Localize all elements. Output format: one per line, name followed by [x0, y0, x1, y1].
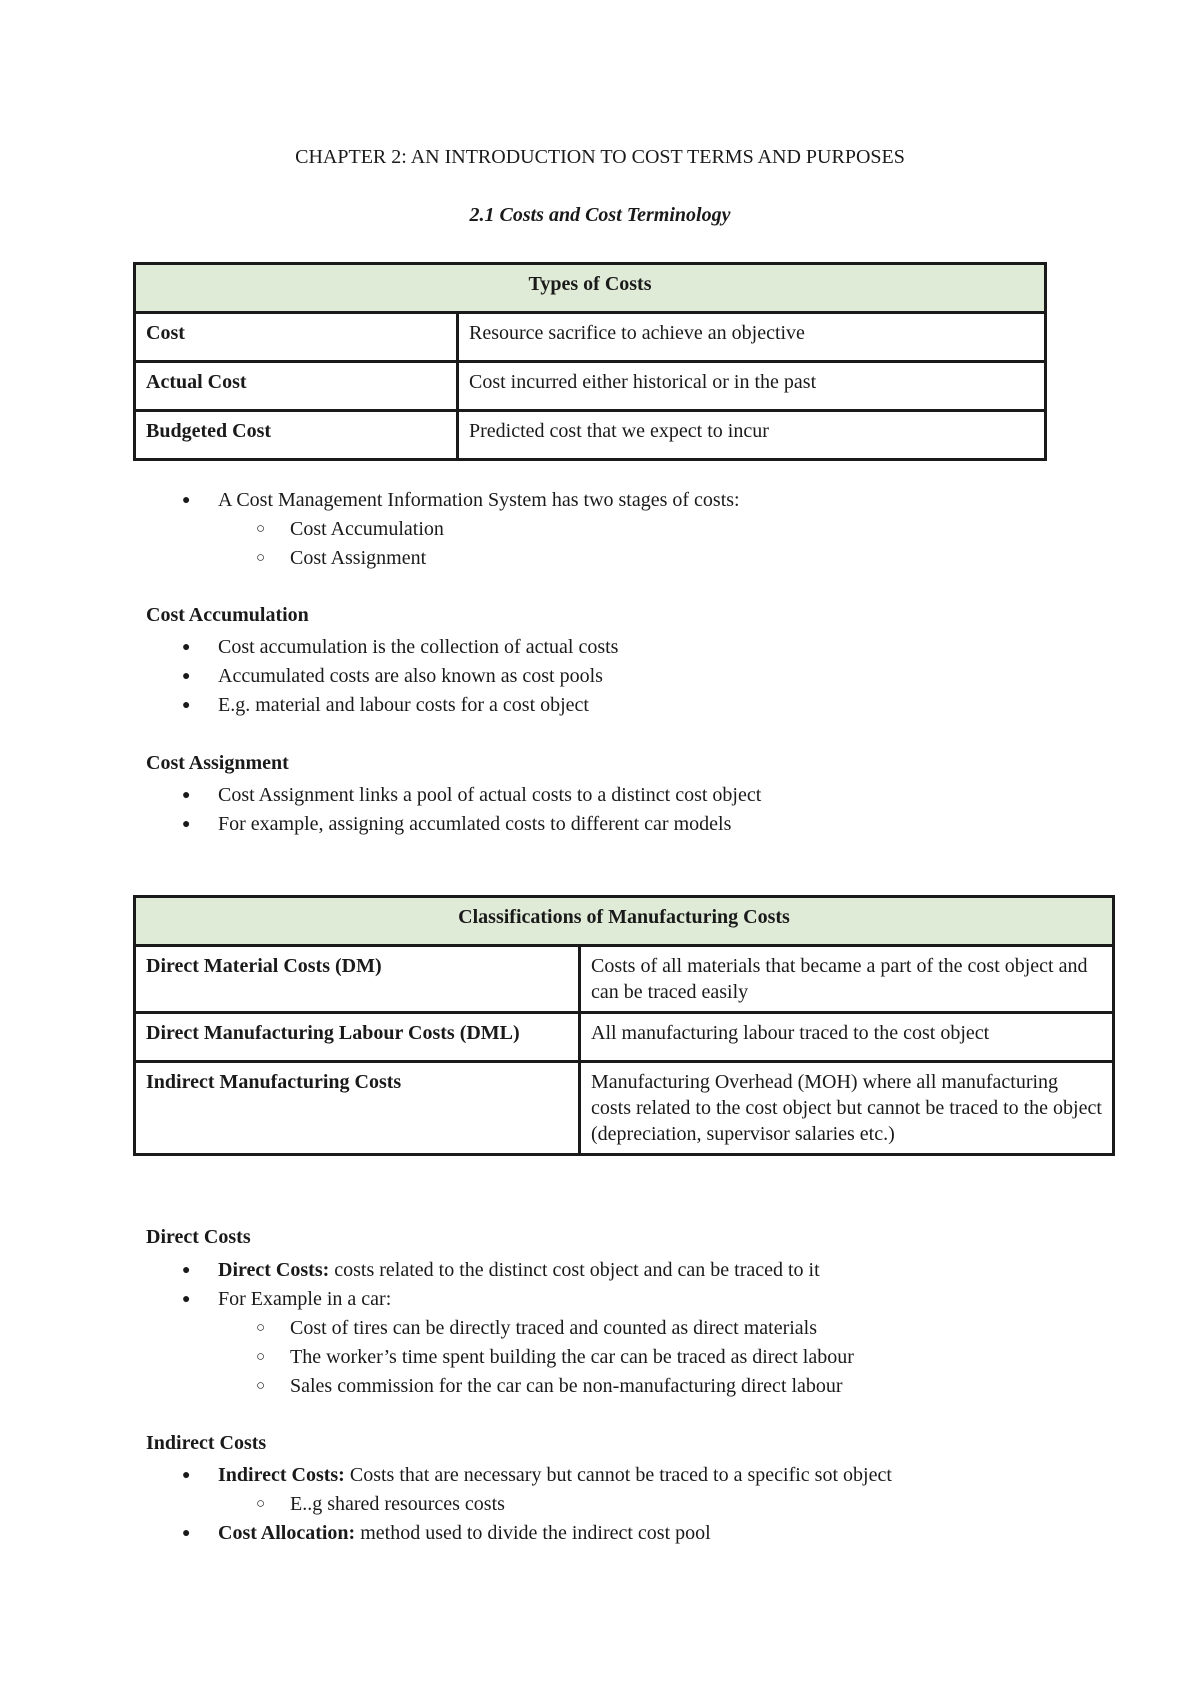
accumulation-heading: Cost Accumulation [146, 604, 309, 626]
table-header: Types of Costs [135, 264, 1046, 313]
term-label: Direct Costs: [218, 1259, 330, 1281]
section-title: 2.1 Costs and Cost Terminology [469, 204, 731, 226]
list-item: ○ Cost Accumulation [146, 515, 740, 544]
list-item [146, 1461, 892, 1490]
list-item: ● Cost Assignment links a pool of actual costs to a distinct cost object [146, 781, 761, 810]
list-item: ● A Cost Management Information System has two stages of costs: [146, 486, 740, 515]
list-item: ○ E..g shared resources costs [146, 1490, 892, 1519]
term-label: Indirect Costs: [218, 1464, 345, 1486]
list-item: ○ Cost of tires can be directly traced and counted as direct materials [146, 1314, 854, 1343]
indirect-costs-list [146, 1461, 892, 1548]
assignment-list [146, 781, 761, 839]
term-label: Cost Allocation: [218, 1522, 356, 1544]
term-text: costs related to the distinct cost object and can be traced to it [329, 1259, 820, 1281]
indirect-costs-heading: Indirect Costs [146, 1432, 267, 1454]
list-item: ● Accumulated costs are also known as cost pools [146, 662, 618, 691]
definition-cell: All manufacturing labour traced to the cost object [580, 1013, 1114, 1062]
table-row [135, 1013, 1114, 1062]
manufacturing-costs-table [133, 895, 1115, 1156]
list-item: ○ Sales commission for the car can be non-manufacturing direct labour [146, 1372, 854, 1401]
table-row [135, 362, 1046, 411]
definition-cell: Costs of all materials that became a part of the cost object and can be traced easily [580, 946, 1114, 1013]
list-item: ● E.g. material and labour costs for a cost object [146, 691, 618, 720]
table-row [135, 946, 1114, 1013]
definition-cell: Cost incurred either historical or in the past [458, 362, 1046, 411]
term-cell: Indirect Manufacturing Costs [135, 1062, 580, 1155]
list-item: ● Cost accumulation is the collection of actual costs [146, 633, 618, 662]
term-cell: Budgeted Cost [135, 411, 458, 460]
direct-costs-list [146, 1256, 854, 1401]
table-header: Classifications of Manufacturing Costs [135, 897, 1114, 946]
types-of-costs-table [133, 262, 1047, 461]
list-item: ○ The worker’s time spent building the car can be traced as direct labour [146, 1343, 854, 1372]
term-cell: Direct Manufacturing Labour Costs (DML) [135, 1013, 580, 1062]
definition-cell: Predicted cost that we expect to incur [458, 411, 1046, 460]
table-row [135, 1062, 1114, 1155]
accumulation-list [146, 633, 618, 720]
stages-list [146, 486, 740, 573]
term-cell: Actual Cost [135, 362, 458, 411]
table-row [135, 313, 1046, 362]
table-row [135, 411, 1046, 460]
list-item: ● For example, assigning accumlated costs to different car models [146, 810, 761, 839]
list-item [146, 1519, 892, 1548]
term-cell: Direct Material Costs (DM) [135, 946, 580, 1013]
definition-cell: Manufacturing Overhead (MOH) where all manufacturing costs related to the cost object but cannot be traced to the object (depreciation, supervisor salaries etc.) [580, 1062, 1114, 1155]
term-text: method used to divide the indirect cost pool [355, 1522, 711, 1544]
list-item: ● For Example in a car: [146, 1285, 854, 1314]
assignment-heading: Cost Assignment [146, 752, 289, 774]
definition-cell: Resource sacrifice to achieve an objective [458, 313, 1046, 362]
list-item [146, 1256, 854, 1285]
chapter-title: CHAPTER 2: AN INTRODUCTION TO COST TERMS AND PURPOSES [295, 146, 905, 168]
direct-costs-heading: Direct Costs [146, 1226, 251, 1248]
term-cell: Cost [135, 313, 458, 362]
term-text: Costs that are necessary but cannot be traced to a specific sot object [344, 1464, 892, 1486]
list-item: ○ Cost Assignment [146, 544, 740, 573]
